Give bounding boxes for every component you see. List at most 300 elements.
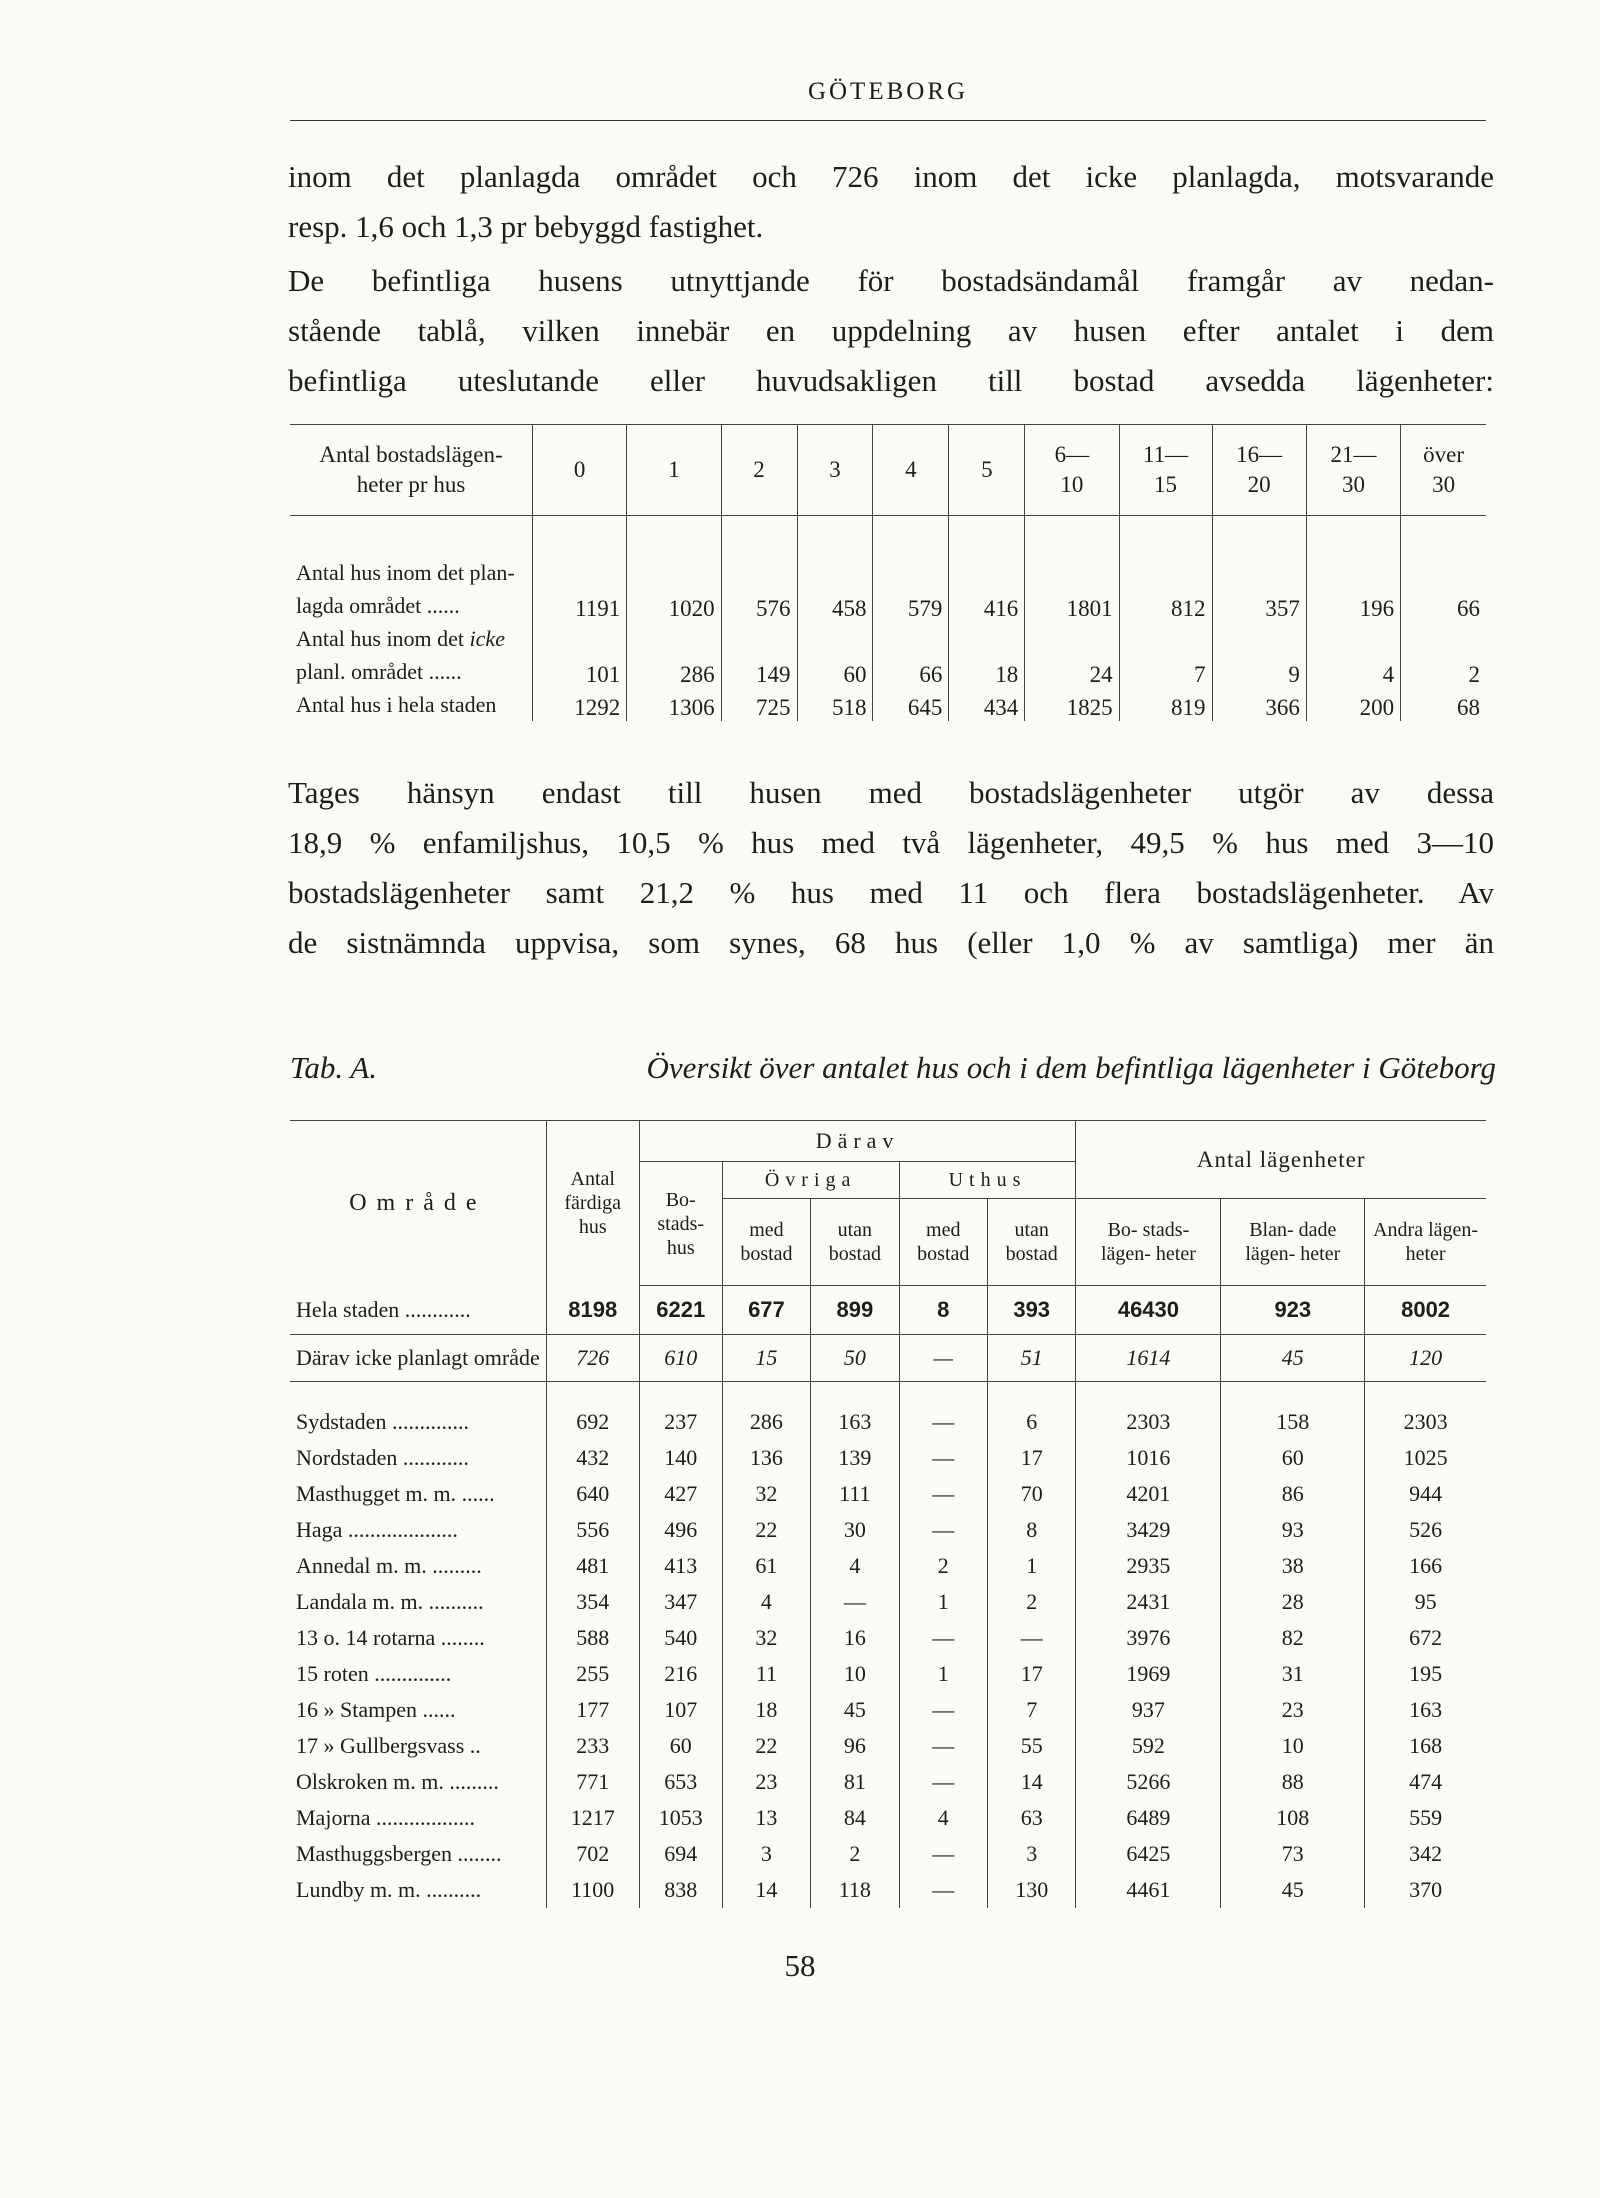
table-cell: 195 bbox=[1365, 1656, 1486, 1692]
table-cell: 4461 bbox=[1076, 1872, 1221, 1908]
header-col-line: över bbox=[1423, 442, 1464, 467]
table-cell: 10 bbox=[811, 1656, 899, 1692]
spacer-cell bbox=[1076, 1382, 1221, 1405]
table-cell: 559 bbox=[1365, 1800, 1486, 1836]
table-cell: 474 bbox=[1365, 1764, 1486, 1800]
table-cell: 2 bbox=[811, 1836, 899, 1872]
table-cell: — bbox=[899, 1440, 987, 1476]
table-cell: 6425 bbox=[1076, 1836, 1221, 1872]
table-cell: — bbox=[899, 1692, 987, 1728]
table-cell: 4 bbox=[722, 1584, 810, 1620]
table-cell: — bbox=[899, 1476, 987, 1512]
paragraph-line: resp. 1,6 och 1,3 pr bebyggd fastighet. bbox=[288, 209, 764, 244]
table-cell: 9 bbox=[1212, 622, 1306, 688]
header-rule bbox=[290, 120, 1486, 121]
table-cell: 694 bbox=[639, 1836, 722, 1872]
header-col bbox=[873, 425, 949, 516]
table-cell: 32 bbox=[722, 1476, 810, 1512]
table-cell: 923 bbox=[1221, 1286, 1365, 1335]
table-cell: 168 bbox=[1365, 1728, 1486, 1764]
table-cell: 8002 bbox=[1365, 1286, 1486, 1335]
table-cell: 518 bbox=[797, 688, 873, 721]
paragraph-line: De befintliga husens utnyttjande för bostadsändamål framgår av nedan- bbox=[288, 263, 1494, 298]
spacer-cell bbox=[797, 516, 873, 557]
table-cell: 645 bbox=[873, 688, 949, 721]
header-col-line: 21— bbox=[1330, 442, 1377, 467]
row-label: Olskroken m. m. ......... bbox=[296, 1769, 499, 1794]
table-cell: — bbox=[899, 1335, 987, 1382]
table-cell: 6489 bbox=[1076, 1800, 1221, 1836]
table-cell: 63 bbox=[987, 1800, 1075, 1836]
table-cell: 118 bbox=[811, 1872, 899, 1908]
table-cell: 68 bbox=[1401, 688, 1486, 721]
row-label-line: lagda området ...... bbox=[296, 593, 460, 618]
table-cell: 7 bbox=[987, 1692, 1075, 1728]
table-cell: 14 bbox=[722, 1872, 810, 1908]
table-cell: — bbox=[987, 1620, 1075, 1656]
row-label: Sydstaden .............. bbox=[296, 1409, 469, 1434]
table-cell: 366 bbox=[1212, 688, 1306, 721]
table-cell: 677 bbox=[722, 1286, 810, 1335]
table-row bbox=[290, 1512, 1486, 1548]
header-label-line: heter pr hus bbox=[356, 472, 466, 497]
table-cell: 255 bbox=[546, 1656, 639, 1692]
table-cell: 347 bbox=[639, 1584, 722, 1620]
row-label: Hela staden ............ bbox=[290, 1286, 546, 1335]
table-cell: 434 bbox=[949, 688, 1025, 721]
table-cell: 579 bbox=[873, 556, 949, 622]
table-cell: 233 bbox=[546, 1728, 639, 1764]
table-cell: 286 bbox=[627, 622, 721, 688]
table-cell: 702 bbox=[546, 1836, 639, 1872]
table-cell: 216 bbox=[639, 1656, 722, 1692]
spacer-cell bbox=[627, 516, 721, 557]
table-cell: 136 bbox=[722, 1440, 810, 1476]
spacer-cell bbox=[533, 516, 627, 557]
table-cell: 2 bbox=[899, 1548, 987, 1584]
table-row bbox=[290, 1656, 1486, 1692]
table-cell: 2431 bbox=[1076, 1584, 1221, 1620]
table-cell: 55 bbox=[987, 1728, 1075, 1764]
table-cell: 95 bbox=[1365, 1584, 1486, 1620]
table-cell: 166 bbox=[1365, 1548, 1486, 1584]
table-cell: 60 bbox=[797, 622, 873, 688]
row-label bbox=[290, 622, 533, 688]
table-cell: 1969 bbox=[1076, 1656, 1221, 1692]
row-label: Landala m. m. .......... bbox=[296, 1589, 484, 1614]
table-cell: 84 bbox=[811, 1800, 899, 1836]
table-header-row bbox=[290, 425, 1486, 516]
table-cell: 15 bbox=[722, 1335, 810, 1382]
table-cell: 944 bbox=[1365, 1476, 1486, 1512]
table-cell: 88 bbox=[1221, 1764, 1365, 1800]
table-cell: 82 bbox=[1221, 1620, 1365, 1656]
table-cell: 1292 bbox=[533, 688, 627, 721]
table-cell: 725 bbox=[721, 688, 797, 721]
table-cell: 640 bbox=[546, 1476, 639, 1512]
header-col bbox=[797, 425, 873, 516]
spacer-cell bbox=[639, 1382, 722, 1405]
table-cell: 11 bbox=[722, 1656, 810, 1692]
header-ovriga: Övriga bbox=[722, 1162, 899, 1199]
header-col bbox=[627, 425, 721, 516]
table-cell: 286 bbox=[722, 1404, 810, 1440]
table-row bbox=[290, 622, 1486, 688]
table-cell: 28 bbox=[1221, 1584, 1365, 1620]
table-cell: 32 bbox=[722, 1620, 810, 1656]
spacer-cell bbox=[873, 516, 949, 557]
paragraph-2 bbox=[288, 256, 1494, 406]
table-cell: 653 bbox=[639, 1764, 722, 1800]
table-cell: 163 bbox=[1365, 1692, 1486, 1728]
table-cell: 342 bbox=[1365, 1836, 1486, 1872]
header-darav: Därav bbox=[639, 1121, 1076, 1162]
table-cell: 370 bbox=[1365, 1872, 1486, 1908]
table-cell: 1306 bbox=[627, 688, 721, 721]
header-uthus-utan-bostad: utan bostad bbox=[987, 1199, 1075, 1286]
table-cell: 1801 bbox=[1025, 556, 1119, 622]
header-finished-houses: Antal färdiga hus bbox=[546, 1121, 639, 1286]
table-cell: 108 bbox=[1221, 1800, 1365, 1836]
row-label: Därav icke planlagt område bbox=[290, 1335, 546, 1382]
table-cell: 458 bbox=[797, 556, 873, 622]
table-cell: 1191 bbox=[533, 556, 627, 622]
table-cell: 18 bbox=[722, 1692, 810, 1728]
table-cell: 3429 bbox=[1076, 1512, 1221, 1548]
table-cell: 588 bbox=[546, 1620, 639, 1656]
table-cell: 50 bbox=[811, 1335, 899, 1382]
table-row bbox=[290, 1800, 1486, 1836]
table-header-row bbox=[290, 1121, 1486, 1162]
table-row bbox=[290, 1548, 1486, 1584]
paragraph-line: inom det planlagda området och 726 inom det icke planlagda, motsvarande bbox=[288, 159, 1494, 194]
table-row bbox=[290, 1404, 1486, 1440]
table-cell: 22 bbox=[722, 1728, 810, 1764]
row-label-line: planl. området ...... bbox=[296, 659, 462, 684]
table-row bbox=[290, 1728, 1486, 1764]
header-col-line: 6— bbox=[1054, 442, 1090, 467]
table-cell: 101 bbox=[533, 622, 627, 688]
table-cell: 496 bbox=[639, 1512, 722, 1548]
header-col bbox=[1212, 425, 1306, 516]
table-cell: — bbox=[899, 1404, 987, 1440]
table-cell: 1 bbox=[987, 1548, 1075, 1584]
table-cell: 576 bbox=[721, 556, 797, 622]
spacer-cell bbox=[987, 1382, 1075, 1405]
page-number: 58 bbox=[784, 1948, 816, 1983]
spacer-cell bbox=[1365, 1382, 1486, 1405]
header-col-line: 10 bbox=[1060, 472, 1084, 497]
table-cell: 2 bbox=[1401, 622, 1486, 688]
spacer-cell bbox=[1025, 516, 1119, 557]
table-row bbox=[290, 1440, 1486, 1476]
table-cell: 481 bbox=[546, 1548, 639, 1584]
row-label-line: Antal hus inom det plan- bbox=[296, 560, 515, 585]
row-label-emphasis: icke bbox=[469, 626, 505, 651]
table-cell: 1825 bbox=[1025, 688, 1119, 721]
header-col-line: 4 bbox=[905, 457, 917, 482]
header-col bbox=[1306, 425, 1400, 516]
table-cell: 200 bbox=[1306, 688, 1400, 721]
apartments-per-house-table bbox=[290, 424, 1486, 721]
header-col-line: 16— bbox=[1236, 442, 1283, 467]
table-row bbox=[290, 688, 1486, 721]
table-cell: 4 bbox=[811, 1548, 899, 1584]
table-cell: 16 bbox=[811, 1620, 899, 1656]
table-cell: 726 bbox=[546, 1335, 639, 1382]
table-cell: 13 bbox=[722, 1800, 810, 1836]
table-cell: 1 bbox=[899, 1584, 987, 1620]
table-cell: — bbox=[899, 1620, 987, 1656]
table-cell: 10 bbox=[1221, 1728, 1365, 1764]
row-label-line: Antal hus inom det bbox=[296, 626, 465, 651]
table-cell: 4201 bbox=[1076, 1476, 1221, 1512]
table-cell: 838 bbox=[639, 1872, 722, 1908]
row-label: Masthuggsbergen ........ bbox=[296, 1841, 502, 1866]
table-cell: 672 bbox=[1365, 1620, 1486, 1656]
table-caption-label: Tab. A. bbox=[290, 1050, 378, 1085]
header-col-line: 5 bbox=[981, 457, 993, 482]
table-row bbox=[290, 1476, 1486, 1512]
table-cell: 139 bbox=[811, 1440, 899, 1476]
table-cell: 23 bbox=[1221, 1692, 1365, 1728]
header-col-line: 15 bbox=[1154, 472, 1178, 497]
table-cell: — bbox=[899, 1764, 987, 1800]
paragraph-line: 18,9 % enfamiljshus, 10,5 % hus med två lägenheter, 49,5 % hus med 3—10 bbox=[288, 825, 1494, 860]
row-label bbox=[290, 688, 533, 721]
table-cell: 7 bbox=[1119, 622, 1212, 688]
header-label bbox=[290, 425, 533, 516]
table-cell: 2303 bbox=[1365, 1404, 1486, 1440]
spacer-cell bbox=[290, 516, 533, 557]
table-cell: 692 bbox=[546, 1404, 639, 1440]
table-cell: 60 bbox=[1221, 1440, 1365, 1476]
header-uthus-med-bostad: med bostad bbox=[899, 1199, 987, 1286]
spacer-cell bbox=[1221, 1382, 1365, 1405]
header-col bbox=[949, 425, 1025, 516]
table-cell: 23 bbox=[722, 1764, 810, 1800]
table-cell: 556 bbox=[546, 1512, 639, 1548]
spacer-cell bbox=[949, 516, 1025, 557]
table-cell: 4 bbox=[1306, 622, 1400, 688]
table-cell: 149 bbox=[721, 622, 797, 688]
table-cell: — bbox=[899, 1836, 987, 1872]
table-cell: 86 bbox=[1221, 1476, 1365, 1512]
header-col bbox=[533, 425, 627, 516]
table-cell: 1020 bbox=[627, 556, 721, 622]
table-cell: 1053 bbox=[639, 1800, 722, 1836]
table-row bbox=[290, 1836, 1486, 1872]
paragraph-1 bbox=[288, 152, 1494, 252]
header-col-line: 1 bbox=[668, 457, 680, 482]
header-bostadslagenheter: Bo- stads- lägen- heter bbox=[1076, 1199, 1221, 1286]
table-cell: 81 bbox=[811, 1764, 899, 1800]
table-cell: 14 bbox=[987, 1764, 1075, 1800]
table-cell: 45 bbox=[811, 1692, 899, 1728]
table-row bbox=[290, 1764, 1486, 1800]
spacer-cell bbox=[1401, 516, 1486, 557]
table-cell: 70 bbox=[987, 1476, 1075, 1512]
row-label: Majorna .................. bbox=[296, 1805, 476, 1830]
table-cell: 120 bbox=[1365, 1335, 1486, 1382]
table-cell: 24 bbox=[1025, 622, 1119, 688]
table-cell: 2935 bbox=[1076, 1548, 1221, 1584]
table-cell: 3976 bbox=[1076, 1620, 1221, 1656]
running-head: GÖTEBORG bbox=[807, 78, 969, 105]
paragraph-line: Tages hänsyn endast till husen med bostadslägenheter utgör av dessa bbox=[288, 775, 1494, 810]
table-cell: 177 bbox=[546, 1692, 639, 1728]
table-cell: 354 bbox=[546, 1584, 639, 1620]
row-label-line: Antal hus i hela staden bbox=[296, 692, 497, 717]
header-bostadshus: Bo- stads- hus bbox=[639, 1162, 722, 1286]
row-label: Haga .................... bbox=[296, 1517, 458, 1542]
table-cell: 66 bbox=[873, 622, 949, 688]
table-cell: 819 bbox=[1119, 688, 1212, 721]
table-cell: 45 bbox=[1221, 1872, 1365, 1908]
header-col-line: 0 bbox=[573, 457, 586, 482]
table-cell: 111 bbox=[811, 1476, 899, 1512]
paragraph-line: bostadslägenheter samt 21,2 % hus med 11 och flera bostadslägenheter. Av bbox=[288, 875, 1494, 910]
table-cell: 5266 bbox=[1076, 1764, 1221, 1800]
total-row bbox=[290, 1286, 1486, 1335]
table-cell: 427 bbox=[639, 1476, 722, 1512]
header-antal-lagenheter: Antal lägenheter bbox=[1076, 1121, 1486, 1199]
table-cell: 66 bbox=[1401, 556, 1486, 622]
header-col bbox=[1119, 425, 1212, 516]
table-cell: 6 bbox=[987, 1404, 1075, 1440]
table-cell: 22 bbox=[722, 1512, 810, 1548]
header-col bbox=[721, 425, 797, 516]
paragraph-line: de sistnämnda uppvisa, som synes, 68 hus (eller 1,0 % av samtliga) mer än bbox=[288, 925, 1494, 960]
table-cell: 51 bbox=[987, 1335, 1075, 1382]
table-row bbox=[290, 556, 1486, 622]
table-cell: 357 bbox=[1212, 556, 1306, 622]
table-cell: 413 bbox=[639, 1548, 722, 1584]
table-cell: 1016 bbox=[1076, 1440, 1221, 1476]
table-cell: 46430 bbox=[1076, 1286, 1221, 1335]
table-cell: 17 bbox=[987, 1440, 1075, 1476]
spacer-cell bbox=[721, 516, 797, 557]
table-cell: 61 bbox=[722, 1548, 810, 1584]
spacer-cell bbox=[290, 1382, 546, 1405]
unplanned-row bbox=[290, 1335, 1486, 1382]
row-label: Annedal m. m. ......... bbox=[296, 1553, 482, 1578]
table-cell: 8 bbox=[987, 1512, 1075, 1548]
table-cell: — bbox=[811, 1584, 899, 1620]
table-cell: 812 bbox=[1119, 556, 1212, 622]
table-cell: 3 bbox=[987, 1836, 1075, 1872]
houses-overview-table bbox=[290, 1120, 1486, 1908]
table-cell: 30 bbox=[811, 1512, 899, 1548]
table-row bbox=[290, 1872, 1486, 1908]
table-spacer-row bbox=[290, 516, 1486, 557]
table-cell: 592 bbox=[1076, 1728, 1221, 1764]
table-cell: 1614 bbox=[1076, 1335, 1221, 1382]
table-cell: 1217 bbox=[546, 1800, 639, 1836]
table-cell: 158 bbox=[1221, 1404, 1365, 1440]
table-cell: 140 bbox=[639, 1440, 722, 1476]
table-cell: 73 bbox=[1221, 1836, 1365, 1872]
header-col-line: 30 bbox=[1432, 472, 1456, 497]
table-cell: 18 bbox=[949, 622, 1025, 688]
row-label: 16 » Stampen ...... bbox=[296, 1697, 456, 1722]
table-cell: — bbox=[899, 1728, 987, 1764]
spacer-cell bbox=[1212, 516, 1306, 557]
table-cell: 540 bbox=[639, 1620, 722, 1656]
row-label bbox=[290, 556, 533, 622]
table-cell: 526 bbox=[1365, 1512, 1486, 1548]
paragraph-3 bbox=[288, 768, 1494, 968]
table-cell: 3 bbox=[722, 1836, 810, 1872]
table-cell: 237 bbox=[639, 1404, 722, 1440]
header-label-line: Antal bostadslägen- bbox=[319, 442, 503, 467]
table-cell: 93 bbox=[1221, 1512, 1365, 1548]
header-col-line: 2 bbox=[753, 457, 765, 482]
spacer-cell bbox=[546, 1382, 639, 1405]
table-cell: 416 bbox=[949, 556, 1025, 622]
table-cell: 6221 bbox=[639, 1286, 722, 1335]
header-col-line: 20 bbox=[1247, 472, 1271, 497]
table-cell: 610 bbox=[639, 1335, 722, 1382]
table-cell: 31 bbox=[1221, 1656, 1365, 1692]
table-cell: 1025 bbox=[1365, 1440, 1486, 1476]
header-andra: Andra lägen- heter bbox=[1365, 1199, 1486, 1286]
row-label: 15 roten .............. bbox=[296, 1661, 452, 1686]
table-cell: 1100 bbox=[546, 1872, 639, 1908]
table-cell: 130 bbox=[987, 1872, 1075, 1908]
table-cell: 60 bbox=[639, 1728, 722, 1764]
header-col-line: 11— bbox=[1142, 442, 1189, 467]
row-label: 13 o. 14 rotarna ........ bbox=[296, 1625, 485, 1650]
header-col-line: 30 bbox=[1341, 472, 1365, 497]
paragraph-line: befintliga uteslutande eller huvudsakligen till bostad avsedda lägenheter: bbox=[288, 363, 1494, 398]
table-cell: 432 bbox=[546, 1440, 639, 1476]
table-cell: 1 bbox=[899, 1656, 987, 1692]
row-label: Nordstaden ............ bbox=[296, 1445, 469, 1470]
row-label: 17 » Gullbergsvass .. bbox=[296, 1733, 481, 1758]
table-cell: 38 bbox=[1221, 1548, 1365, 1584]
table-spacer-row bbox=[290, 1382, 1486, 1405]
table-cell: 393 bbox=[987, 1286, 1075, 1335]
table-cell: 17 bbox=[987, 1656, 1075, 1692]
header-ovriga-med-bostad: med bostad bbox=[722, 1199, 810, 1286]
header-area: Område bbox=[290, 1121, 546, 1286]
table-cell: 2303 bbox=[1076, 1404, 1221, 1440]
row-label: Lundby m. m. .......... bbox=[296, 1877, 482, 1902]
table-row bbox=[290, 1692, 1486, 1728]
table-row bbox=[290, 1620, 1486, 1656]
table-cell: 96 bbox=[811, 1728, 899, 1764]
header-ovriga-utan-bostad: utan bostad bbox=[811, 1199, 899, 1286]
table-cell: 45 bbox=[1221, 1335, 1365, 1382]
table-cell: 163 bbox=[811, 1404, 899, 1440]
paragraph-line: stående tablå, vilken innebär en uppdelning av husen efter antalet i dem bbox=[288, 313, 1494, 348]
spacer-cell bbox=[1119, 516, 1212, 557]
table-caption-text: Översikt över antalet hus och i dem befintliga lägenheter i Göteborg bbox=[646, 1050, 1496, 1085]
table-cell: 8 bbox=[899, 1286, 987, 1335]
spacer-cell bbox=[811, 1382, 899, 1405]
spacer-cell bbox=[1306, 516, 1400, 557]
table-caption bbox=[290, 1050, 1496, 1086]
table-cell: 2 bbox=[987, 1584, 1075, 1620]
table-cell: 899 bbox=[811, 1286, 899, 1335]
table-cell: 937 bbox=[1076, 1692, 1221, 1728]
table-cell: 196 bbox=[1306, 556, 1400, 622]
header-blandade: Blan- dade lägen- heter bbox=[1221, 1199, 1365, 1286]
header-col bbox=[1401, 425, 1486, 516]
spacer-cell bbox=[722, 1382, 810, 1405]
table-cell: 107 bbox=[639, 1692, 722, 1728]
